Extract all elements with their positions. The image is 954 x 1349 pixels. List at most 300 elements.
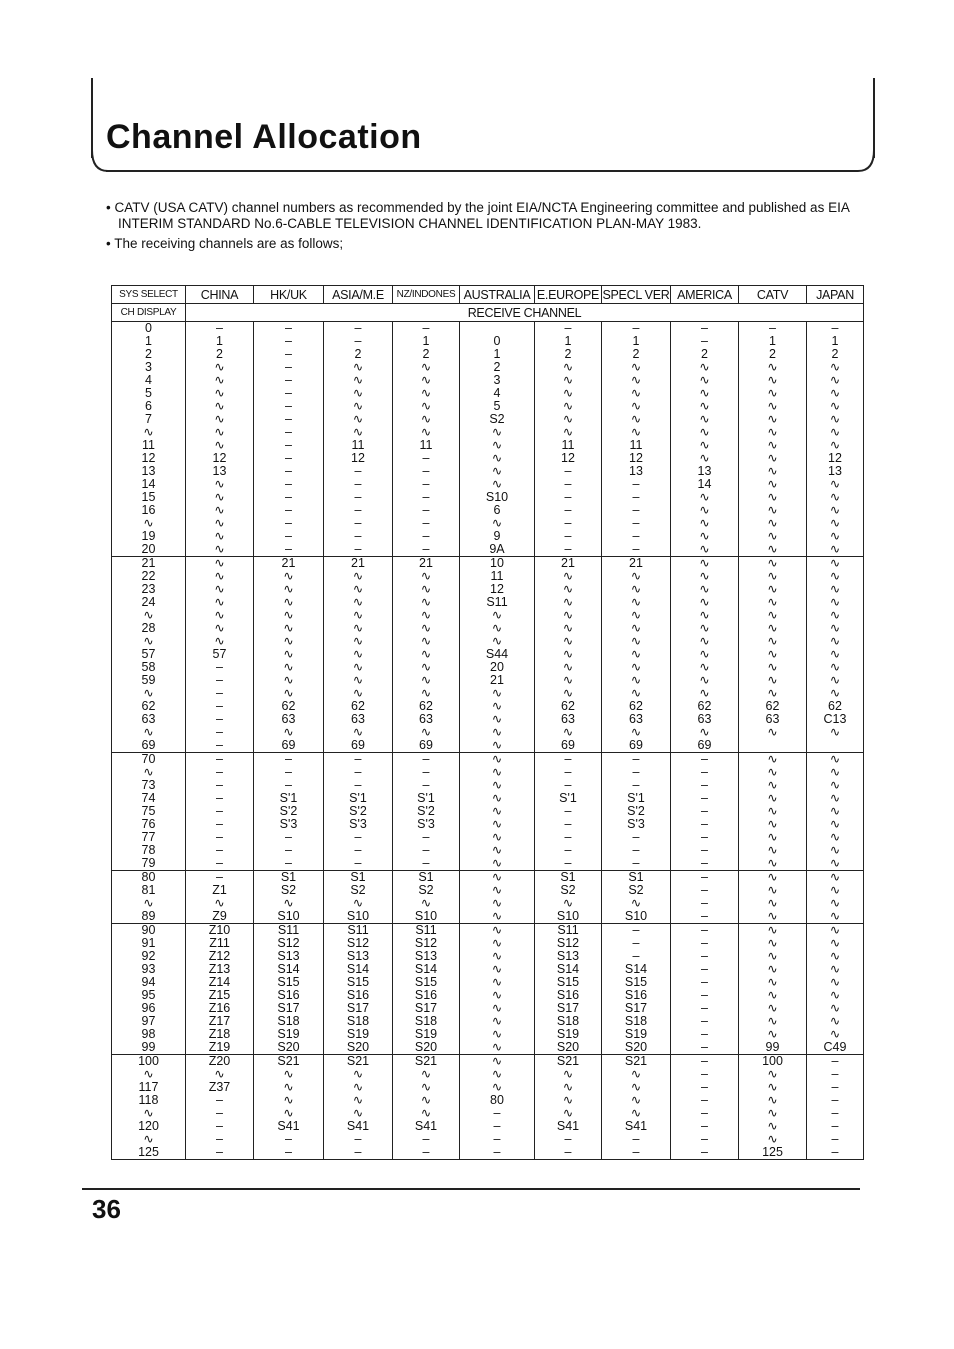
- receive-value: ∿: [491, 634, 503, 648]
- receive-cell-hk-uk: [254, 871, 324, 924]
- system-china: CHINA: [186, 286, 254, 304]
- receive-value: ∿: [630, 647, 642, 661]
- receive-cell-america: [671, 924, 739, 1055]
- receive-value: ∿: [283, 621, 294, 635]
- receive-value: ∿: [491, 817, 503, 831]
- ch-display-value: 125: [138, 1145, 159, 1159]
- receive-value: ∿: [630, 360, 642, 374]
- receive-cell-catv: [739, 322, 807, 557]
- receive-value: –: [564, 464, 572, 478]
- receive-value: –: [285, 778, 292, 792]
- receive-value: S19: [556, 1027, 580, 1041]
- ch-display-value: 97: [141, 1014, 156, 1028]
- receive-value: –: [422, 464, 430, 478]
- receive-value: ∿: [491, 896, 503, 910]
- receive-value: C49: [823, 1040, 847, 1054]
- receive-value: ∿: [829, 438, 841, 452]
- ch-display-value: 6: [145, 399, 152, 413]
- ch-display-cell: [112, 1055, 186, 1160]
- receive-value: ∿: [420, 621, 432, 635]
- receive-value: 11: [490, 569, 504, 583]
- receive-value: S14: [624, 962, 648, 976]
- header-frame-left: [91, 78, 93, 158]
- receive-value: ∿: [829, 778, 841, 792]
- ch-display-value: ∿: [143, 608, 154, 622]
- receive-value: ∿: [630, 386, 642, 400]
- receive-cell-australia: [460, 871, 535, 924]
- receive-value: ∿: [420, 1080, 432, 1094]
- receive-value: 63: [629, 712, 643, 726]
- receive-value: –: [564, 503, 572, 517]
- receive-cell-china: [186, 1055, 254, 1160]
- receive-value: –: [216, 673, 223, 687]
- receive-cell-asia-me: [324, 1055, 393, 1160]
- system-japan: JAPAN: [807, 286, 864, 304]
- receive-value: ∿: [829, 634, 841, 648]
- receive-value: ∿: [491, 856, 503, 870]
- receive-value: –: [285, 830, 292, 844]
- receive-value: ∿: [829, 569, 841, 583]
- receive-value: ∿: [491, 725, 503, 739]
- receive-value: ∿: [214, 896, 225, 910]
- receive-value: –: [564, 843, 572, 857]
- receive-value: ∿: [829, 923, 841, 937]
- receive-value: –: [701, 791, 708, 805]
- receive-value: –: [422, 843, 430, 857]
- receive-value: –: [831, 321, 839, 335]
- receive-value: ∿: [562, 412, 574, 426]
- receive-value: –: [632, 949, 640, 963]
- receive-value: 100: [762, 1054, 783, 1068]
- receive-value: –: [216, 699, 223, 713]
- receive-value: ∿: [767, 988, 778, 1002]
- intro-notes: [106, 200, 878, 256]
- receive-value: ∿: [829, 686, 841, 700]
- receive-value: –: [354, 321, 362, 335]
- receive-value: 5: [493, 399, 501, 413]
- table-row: [112, 322, 864, 557]
- receive-value: S12: [277, 936, 300, 950]
- receive-value: S11: [486, 595, 508, 609]
- receive-value: S'2: [279, 804, 298, 818]
- receive-cell-china: [186, 322, 254, 557]
- receive-value: ∿: [283, 1106, 294, 1120]
- receive-cell-nz-indones: [393, 924, 460, 1055]
- receive-value: ∿: [491, 843, 503, 857]
- receive-value: Z18: [208, 1027, 231, 1041]
- receive-value: –: [216, 791, 223, 805]
- receive-value: ∿: [420, 360, 432, 374]
- receive-value: ∿: [630, 725, 642, 739]
- receive-value: ∿: [352, 621, 364, 635]
- receive-value: –: [632, 752, 640, 766]
- receive-value: –: [701, 1106, 708, 1120]
- receive-value: ∿: [214, 373, 225, 387]
- receive-value: –: [285, 529, 292, 543]
- receive-value: 3: [493, 373, 501, 387]
- receive-cell-japan: [807, 1055, 864, 1160]
- receive-value: S10: [346, 909, 370, 923]
- receive-value: ∿: [491, 949, 503, 963]
- receive-value: Z10: [208, 923, 231, 937]
- receive-value: ∿: [767, 778, 778, 792]
- receive-value: ∿: [767, 804, 778, 818]
- receive-value: ∿: [829, 843, 841, 857]
- receive-value: 11: [419, 438, 433, 452]
- receive-value: ∿: [491, 830, 503, 844]
- receive-value: S'1: [349, 791, 367, 805]
- receive-cell-e-europe: [535, 924, 602, 1055]
- receive-value: 2: [422, 347, 430, 361]
- receive-value: 1: [632, 334, 640, 348]
- receive-value: –: [632, 765, 640, 779]
- receive-value: 21: [281, 556, 296, 570]
- receive-value: –: [285, 334, 292, 348]
- receive-value: S19: [346, 1027, 370, 1041]
- ch-display-cell: [112, 557, 186, 753]
- header-frame-corner-right: [856, 150, 876, 174]
- receive-value: 9: [493, 529, 501, 543]
- receive-value: ∿: [283, 608, 294, 622]
- receive-value: ∿: [214, 477, 225, 491]
- receive-value: –: [216, 830, 223, 844]
- receive-value: –: [354, 503, 362, 517]
- receive-value: ∿: [767, 360, 778, 374]
- receive-value: ∿: [699, 608, 710, 622]
- ch-display-cell: [112, 871, 186, 924]
- header-row-systems: [112, 286, 864, 304]
- receive-value: ∿: [352, 1080, 364, 1094]
- receive-cell-australia: [460, 322, 535, 557]
- receive-value: 14: [697, 477, 712, 491]
- receive-value: ∿: [767, 1093, 778, 1107]
- receive-value: 11: [561, 438, 575, 452]
- receive-value: –: [831, 1119, 839, 1133]
- ch-display-value: 11: [142, 438, 155, 452]
- ch-display-value: 13: [141, 464, 156, 478]
- receive-value: Z9: [212, 909, 227, 923]
- receive-value: –: [564, 542, 572, 556]
- ch-display-value: 28: [141, 621, 156, 635]
- system-asia-me: ASIA/M.E: [324, 286, 393, 304]
- ch-display-value: 19: [141, 529, 156, 543]
- receive-value: 11: [629, 438, 643, 452]
- receive-value: S41: [556, 1119, 580, 1133]
- receive-value: ∿: [352, 686, 364, 700]
- receive-value: 63: [561, 712, 575, 726]
- ch-display-value: ∿: [143, 425, 154, 439]
- receive-value: ∿: [829, 752, 841, 766]
- system-specl-ver: SPECL VER: [602, 287, 670, 302]
- receive-value: S18: [414, 1014, 438, 1028]
- receive-value: ∿: [767, 1014, 778, 1028]
- note-catv: • CATV (USA CATV) channel numbers as recommended by the joint EIA/NCTA Engineering committee and published as EIA INTERIM STANDARD No.6-CABLE TELEVISION CHANNEL IDENTIFICATION PLAN-MAY 1983.: [106, 200, 850, 231]
- receive-value: ∿: [214, 412, 225, 426]
- receive-value: ∿: [352, 595, 364, 609]
- receive-value: ∿: [699, 529, 710, 543]
- receive-value: –: [285, 477, 292, 491]
- receive-value: ∿: [283, 896, 294, 910]
- ch-display-value: 89: [141, 909, 156, 923]
- receive-value: –: [422, 542, 430, 556]
- receive-value: S13: [346, 949, 370, 963]
- receive-cell-australia: [460, 753, 535, 871]
- receive-value: ∿: [767, 1067, 778, 1081]
- receive-value: ∿: [352, 425, 364, 439]
- receive-value: S2: [418, 883, 434, 897]
- ch-display-value: 4: [145, 373, 152, 387]
- receive-value: ∿: [767, 621, 778, 635]
- receive-value: Z14: [208, 975, 231, 989]
- receive-value: –: [701, 936, 708, 950]
- ch-display-value: ∿: [143, 1132, 154, 1146]
- receive-value: –: [422, 321, 430, 335]
- receive-value: Z37: [208, 1080, 231, 1094]
- receive-value: ∿: [630, 673, 642, 687]
- receive-value: 13: [697, 464, 712, 478]
- receive-value: ∿: [491, 804, 503, 818]
- receive-value: –: [564, 752, 572, 766]
- receive-value: S10: [277, 909, 300, 923]
- receive-value: S13: [414, 949, 438, 963]
- note-receiving: • The receiving channels are as follows;: [106, 236, 344, 251]
- receive-value: ∿: [491, 464, 503, 478]
- receive-value: –: [216, 1132, 223, 1146]
- receive-value: S2: [350, 883, 366, 897]
- receive-cell-hk-uk: [254, 322, 324, 557]
- receive-value: S12: [414, 936, 438, 950]
- ch-display-value: ∿: [143, 725, 154, 739]
- receive-value: S14: [277, 962, 300, 976]
- receive-value: S14: [346, 962, 370, 976]
- receive-cell-hk-uk: [254, 1055, 324, 1160]
- system-nz-indones: NZ/INDONES: [393, 286, 460, 304]
- receive-value: ∿: [214, 516, 225, 530]
- receive-value: –: [701, 1145, 708, 1159]
- receive-value: ∿: [491, 1080, 503, 1094]
- receive-cell-hk-uk: [254, 557, 324, 753]
- receive-value: –: [632, 923, 640, 937]
- receive-cell-asia-me: [324, 753, 393, 871]
- receive-cell-catv: [739, 871, 807, 924]
- receive-value: 2: [354, 347, 362, 361]
- receive-value: ∿: [420, 608, 432, 622]
- ch-display-value: 91: [141, 936, 156, 950]
- receive-value: S11: [415, 923, 437, 937]
- table-row: [112, 1055, 864, 1160]
- receive-value: ∿: [699, 595, 710, 609]
- receive-cell-china: [186, 753, 254, 871]
- receive-value: ∿: [562, 582, 574, 596]
- receive-value: S20: [556, 1040, 580, 1054]
- receive-value: ∿: [767, 686, 778, 700]
- receive-value: 10: [490, 556, 504, 570]
- receive-value: ∿: [630, 686, 642, 700]
- receive-value: S'3: [349, 817, 367, 831]
- receive-value: ∿: [767, 529, 778, 543]
- receive-value: S18: [277, 1014, 300, 1028]
- receive-value: ∿: [767, 373, 778, 387]
- receive-value: ∿: [630, 608, 642, 622]
- receive-value: ∿: [214, 386, 225, 400]
- receive-cell-catv: [739, 924, 807, 1055]
- ch-display-value: 3: [145, 360, 152, 374]
- receive-value: –: [216, 752, 223, 766]
- receive-value: ∿: [214, 582, 225, 596]
- receive-value: S'1: [417, 791, 435, 805]
- receive-value: 69: [419, 738, 433, 752]
- receive-value: ∿: [214, 503, 225, 517]
- system-hk-uk: HK/UK: [254, 286, 324, 304]
- receive-value: 63: [697, 712, 712, 726]
- receive-value: S17: [624, 1001, 648, 1015]
- receive-value: ∿: [699, 451, 710, 465]
- ch-display-value: 59: [141, 673, 156, 687]
- receive-value: ∿: [491, 738, 503, 752]
- receive-value: ∿: [699, 412, 710, 426]
- table-row: [112, 753, 864, 871]
- receive-value: ∿: [699, 542, 710, 556]
- receive-value: ∿: [491, 1001, 503, 1015]
- receive-value: S10: [624, 909, 648, 923]
- receive-value: 6: [493, 503, 501, 517]
- receive-value: ∿: [420, 582, 432, 596]
- receive-value: –: [701, 765, 708, 779]
- receive-value: –: [493, 1145, 501, 1159]
- receive-value: 2: [216, 347, 223, 361]
- receive-value: –: [422, 778, 430, 792]
- table-row: [112, 557, 864, 753]
- receive-value: 11: [351, 438, 365, 452]
- ch-display-value: 95: [141, 988, 156, 1002]
- receive-cell-america: [671, 322, 739, 557]
- receive-value: ∿: [829, 1014, 841, 1028]
- receive-value: –: [354, 856, 362, 870]
- receive-cell-america: [671, 557, 739, 753]
- receive-value: ∿: [829, 412, 841, 426]
- ch-display-value: 74: [141, 791, 156, 805]
- receive-value: 57: [212, 647, 227, 661]
- receive-value: –: [422, 765, 430, 779]
- receive-value: ∿: [767, 856, 778, 870]
- receive-cell-nz-indones: [393, 871, 460, 924]
- receive-value: –: [216, 712, 223, 726]
- ch-display-value: 5: [145, 386, 152, 400]
- receive-value: ∿: [767, 817, 778, 831]
- receive-value: Z1: [212, 883, 227, 897]
- ch-display-value: 118: [138, 1093, 159, 1107]
- receive-value: ∿: [283, 647, 294, 661]
- receive-value: S1: [418, 870, 434, 884]
- receive-value: ∿: [491, 962, 503, 976]
- receive-value: –: [564, 830, 572, 844]
- receive-value: ∿: [420, 1106, 432, 1120]
- receive-value: ∿: [630, 425, 642, 439]
- ch-display-value: 16: [141, 503, 156, 517]
- receive-value: –: [632, 321, 640, 335]
- receive-value: ∿: [214, 621, 225, 635]
- receive-cell-australia: [460, 924, 535, 1055]
- receive-cell-america: [671, 871, 739, 924]
- ch-display-value: 120: [138, 1119, 159, 1133]
- receive-cell-specl-ver: [602, 924, 671, 1055]
- receive-value: –: [632, 936, 640, 950]
- receive-value: ∿: [829, 503, 841, 517]
- receive-value: ∿: [283, 725, 294, 739]
- receive-value: 20: [490, 660, 504, 674]
- receive-cell-catv: [739, 753, 807, 871]
- receive-value: –: [632, 843, 640, 857]
- ch-display-value: ∿: [143, 516, 154, 530]
- receive-value: ∿: [767, 909, 778, 923]
- receive-value: 12: [629, 451, 643, 465]
- receive-value: –: [422, 477, 430, 491]
- receive-value: S18: [556, 1014, 580, 1028]
- receive-value: Z19: [208, 1040, 231, 1054]
- receive-value: ∿: [352, 399, 364, 413]
- receive-value: S21: [414, 1054, 438, 1068]
- receive-value: –: [422, 516, 430, 530]
- receive-value: ∿: [420, 1067, 432, 1081]
- receive-value: 69: [629, 738, 643, 752]
- receive-cell-e-europe: [535, 557, 602, 753]
- receive-cell-specl-ver: [602, 871, 671, 924]
- receive-value: ∿: [829, 399, 841, 413]
- receive-value: S16: [277, 988, 300, 1002]
- header-frame-bottom: [106, 170, 858, 172]
- receive-value: ∿: [767, 503, 778, 517]
- receive-value: ∿: [352, 647, 364, 661]
- receive-value: –: [285, 464, 292, 478]
- receive-cell-specl-ver: [602, 753, 671, 871]
- receive-value: ∿: [829, 556, 841, 570]
- receive-value: ∿: [699, 725, 710, 739]
- receive-value: 12: [490, 582, 504, 596]
- receive-value: ∿: [562, 896, 574, 910]
- receive-value: ∿: [352, 1093, 364, 1107]
- receive-value: –: [216, 817, 223, 831]
- receive-value: ∿: [491, 686, 503, 700]
- receive-value: ∿: [767, 843, 778, 857]
- receive-value: –: [354, 843, 362, 857]
- receive-value: –: [701, 1080, 708, 1094]
- receive-value: S'3: [417, 817, 435, 831]
- ch-display-value: 24: [141, 595, 156, 609]
- ch-display-value: 117: [138, 1080, 159, 1094]
- receive-value: ∿: [767, 725, 778, 739]
- receive-value: –: [285, 373, 292, 387]
- receive-value: ∿: [767, 923, 778, 937]
- receive-value: S2: [280, 883, 297, 897]
- receive-value: 62: [765, 699, 780, 713]
- receive-value: ∿: [767, 464, 778, 478]
- receive-value: –: [285, 765, 292, 779]
- receive-value: 9A: [489, 542, 505, 556]
- receive-value: –: [285, 1145, 292, 1159]
- receive-value: –: [701, 909, 708, 923]
- receive-value: ∿: [283, 1093, 294, 1107]
- receive-value: S19: [414, 1027, 438, 1041]
- receive-value: ∿: [630, 621, 642, 635]
- receive-value: –: [701, 1132, 708, 1146]
- ch-display-value: 12: [141, 451, 156, 465]
- ch-display-value: 15: [141, 490, 156, 504]
- receive-value: ∿: [767, 425, 778, 439]
- receive-value: ∿: [767, 673, 778, 687]
- receive-value: ∿: [699, 634, 710, 648]
- receive-value: [739, 739, 806, 752]
- receive-value: –: [285, 843, 292, 857]
